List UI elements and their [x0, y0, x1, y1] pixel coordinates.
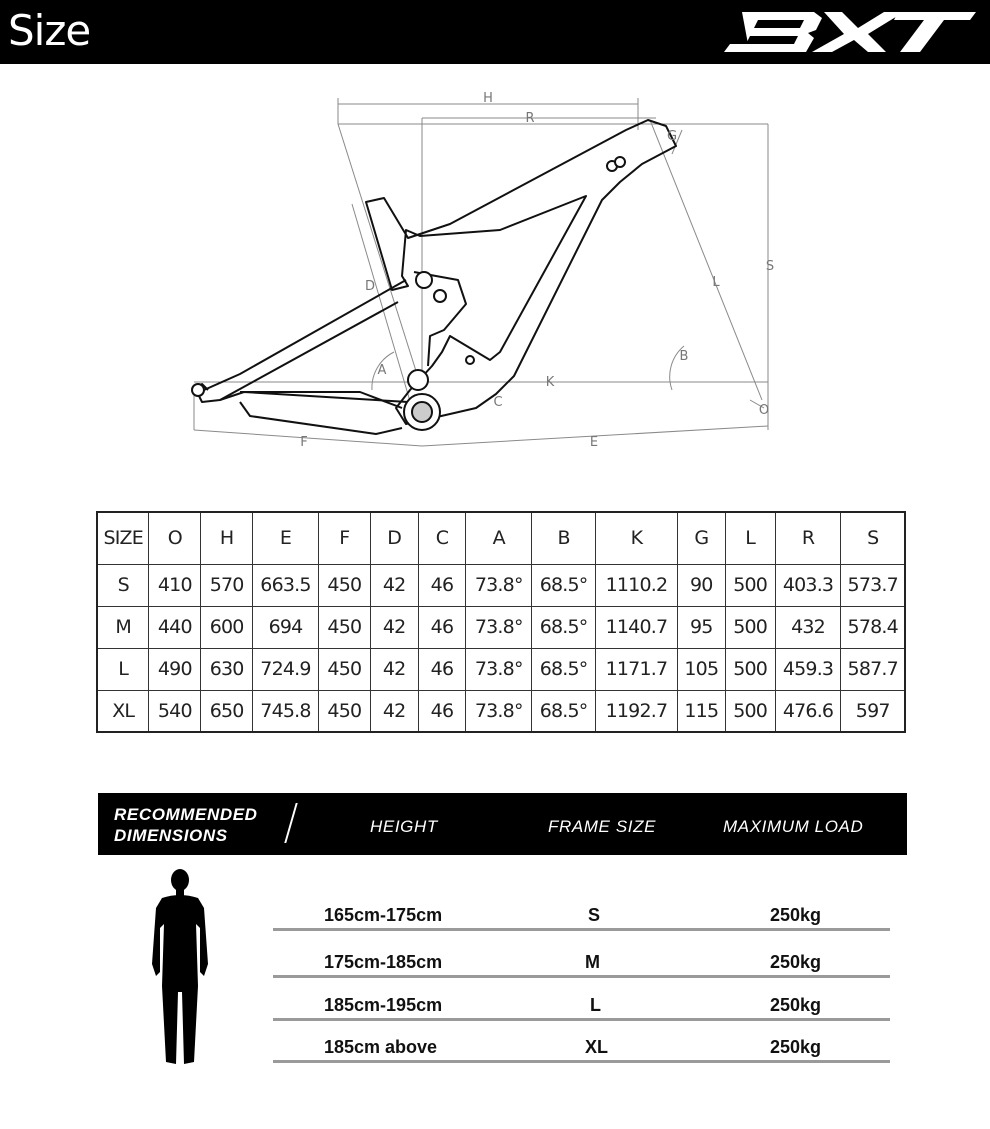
dim-label-b: B	[679, 349, 689, 364]
maximum-load-column-label: MAXIMUM LOAD	[723, 817, 864, 836]
frame-size-column-label: FRAME SIZE	[548, 817, 657, 836]
table-cell: 724.9	[253, 648, 319, 690]
table-cell: 73.8°	[466, 690, 532, 732]
table-cell: 578.4	[841, 606, 905, 648]
table-cell: 46	[418, 648, 466, 690]
table-cell: 68.5°	[532, 648, 596, 690]
header-cell: K	[596, 512, 678, 564]
max-load: 250kg	[770, 995, 822, 1015]
table-cell: XL	[97, 690, 149, 732]
dim-label-r: R	[525, 111, 535, 126]
recommended-row	[273, 1021, 890, 1063]
frame-size: S	[588, 905, 601, 925]
table-cell: 432	[775, 606, 841, 648]
table-cell: 42	[370, 564, 418, 606]
recommended-row	[273, 979, 890, 1021]
table-cell: 500	[725, 606, 775, 648]
table-cell: 95	[677, 606, 725, 648]
header-cell: G	[677, 512, 725, 564]
recommended-row	[273, 889, 890, 931]
frame-geometry-diagram	[180, 90, 780, 460]
max-load: 250kg	[770, 905, 822, 925]
table-cell: 650	[201, 690, 253, 732]
frame-size: XL	[585, 1037, 609, 1057]
height-column-label: HEIGHT	[370, 817, 438, 836]
table-cell: 630	[201, 648, 253, 690]
table-cell: 745.8	[253, 690, 319, 732]
table-cell: 490	[149, 648, 201, 690]
table-cell: 663.5	[253, 564, 319, 606]
header-cell: B	[532, 512, 596, 564]
table-cell: 46	[418, 690, 466, 732]
table-cell: 450	[318, 648, 370, 690]
table-cell: 570	[201, 564, 253, 606]
brand-logo-icon	[718, 8, 978, 56]
table-cell: 476.6	[775, 690, 841, 732]
recommended-row	[273, 936, 890, 978]
table-row	[97, 648, 905, 690]
table-cell: 500	[725, 564, 775, 606]
header-cell: F	[318, 512, 370, 564]
geometry-header-row	[97, 512, 905, 564]
page-title: Size	[8, 6, 91, 55]
header-cell: C	[418, 512, 466, 564]
dim-label-c: C	[493, 395, 503, 410]
header-cell: D	[370, 512, 418, 564]
table-cell: 450	[318, 606, 370, 648]
table-cell: 68.5°	[532, 690, 596, 732]
dim-label-h: H	[483, 91, 493, 106]
table-cell: 410	[149, 564, 201, 606]
header-cell: H	[201, 512, 253, 564]
dim-label-s: S	[765, 259, 775, 274]
dim-label-a: A	[377, 363, 387, 378]
table-cell: 46	[418, 606, 466, 648]
table-cell: 459.3	[775, 648, 841, 690]
table-cell: 500	[725, 690, 775, 732]
frame-size: M	[585, 952, 600, 972]
max-load: 250kg	[770, 952, 822, 972]
recommended-title-line2: DIMENSIONS	[114, 826, 228, 845]
frame-size: L	[590, 995, 601, 1015]
table-cell: 73.8°	[466, 564, 532, 606]
table-cell: 573.7	[841, 564, 905, 606]
table-cell: 42	[370, 690, 418, 732]
table-cell: 42	[370, 606, 418, 648]
table-cell: 90	[677, 564, 725, 606]
header-cell: L	[725, 512, 775, 564]
table-cell: M	[97, 606, 149, 648]
table-cell: 73.8°	[466, 648, 532, 690]
table-cell: 450	[318, 690, 370, 732]
height-range: 175cm-185cm	[324, 952, 443, 972]
table-cell: 105	[677, 648, 725, 690]
table-cell: 115	[677, 690, 725, 732]
dim-label-f: F	[300, 435, 308, 450]
recommended-dimensions-bar	[98, 793, 907, 855]
table-cell: 587.7	[841, 648, 905, 690]
table-cell: 46	[418, 564, 466, 606]
header-cell: O	[149, 512, 201, 564]
table-cell: S	[97, 564, 149, 606]
recommended-title-line1: RECOMMENDED	[114, 805, 258, 824]
table-row	[97, 606, 905, 648]
dim-label-e: E	[589, 435, 599, 450]
recommended-title	[114, 804, 258, 846]
dim-label-d: D	[364, 279, 376, 294]
header-cell: R	[775, 512, 841, 564]
height-range: 165cm-175cm	[324, 905, 443, 925]
header-cell: A	[466, 512, 532, 564]
table-cell: 73.8°	[466, 606, 532, 648]
table-cell: 1140.7	[596, 606, 678, 648]
table-cell: 440	[149, 606, 201, 648]
table-cell: 68.5°	[532, 564, 596, 606]
height-range: 185cm-195cm	[324, 995, 443, 1015]
table-cell: 540	[149, 690, 201, 732]
dim-label-k: K	[545, 375, 555, 390]
header-cell: S	[841, 512, 905, 564]
table-cell: 1110.2	[596, 564, 678, 606]
table-cell: 694	[253, 606, 319, 648]
table-cell: L	[97, 648, 149, 690]
header-bar	[0, 0, 990, 64]
table-cell: 403.3	[775, 564, 841, 606]
slash-divider	[284, 803, 297, 843]
geometry-table	[96, 511, 906, 733]
table-row	[97, 564, 905, 606]
table-row	[97, 690, 905, 732]
dim-label-l: L	[712, 275, 720, 290]
dim-label-o: O	[758, 403, 770, 418]
table-cell: 42	[370, 648, 418, 690]
header-cell: SIZE	[97, 512, 149, 564]
height-range: 185cm above	[324, 1037, 438, 1057]
person-silhouette-icon	[148, 868, 212, 1068]
table-cell: 1192.7	[596, 690, 678, 732]
header-cell: E	[253, 512, 319, 564]
table-cell: 500	[725, 648, 775, 690]
max-load: 250kg	[770, 1037, 822, 1057]
table-cell: 1171.7	[596, 648, 678, 690]
table-cell: 68.5°	[532, 606, 596, 648]
table-cell: 450	[318, 564, 370, 606]
table-cell: 597	[841, 690, 905, 732]
table-cell: 600	[201, 606, 253, 648]
dim-label-g: G	[666, 129, 678, 144]
